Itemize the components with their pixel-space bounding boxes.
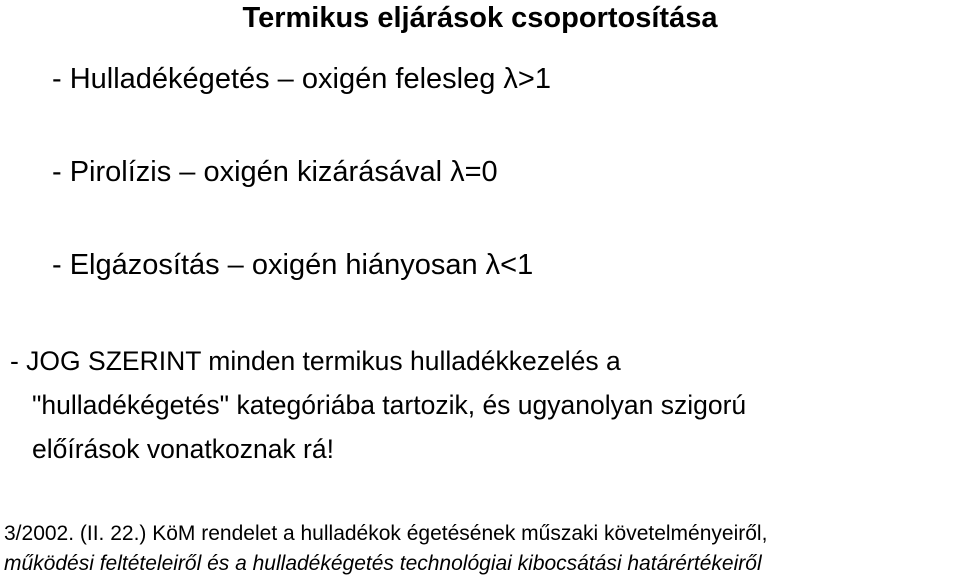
bullet-elgazositas: - Elgázosítás – oxigén hiányosan λ<1 <box>52 249 534 281</box>
regulation-footnote-line-1: 3/2002. (II. 22.) KöM rendelet a hulladékok égetésének műszaki követelményeiről, <box>4 522 768 545</box>
legal-paragraph-line-1: - JOG SZERINT minden termikus hulladékkezelés a <box>10 346 621 376</box>
legal-paragraph-line-3: előírások vonatkoznak rá! <box>32 434 334 464</box>
regulation-footnote <box>4 519 960 579</box>
bullet-hulladekegetes: - Hulladékégetés – oxigén felesleg λ>1 <box>52 63 551 95</box>
bullet-pirolizis: - Pirolízis – oxigén kizárásával λ=0 <box>52 156 498 188</box>
slide-title: Termikus eljárások csoportosítása <box>242 2 718 34</box>
legal-paragraph <box>10 339 955 471</box>
regulation-footnote-line-2: működési feltételeiről és a hulladékégetés technológiai kibocsátási határértékeiről <box>4 552 762 575</box>
legal-paragraph-line-2: "hulladékégetés" kategóriába tartozik, és ugyanolyan szigorú <box>32 390 747 420</box>
